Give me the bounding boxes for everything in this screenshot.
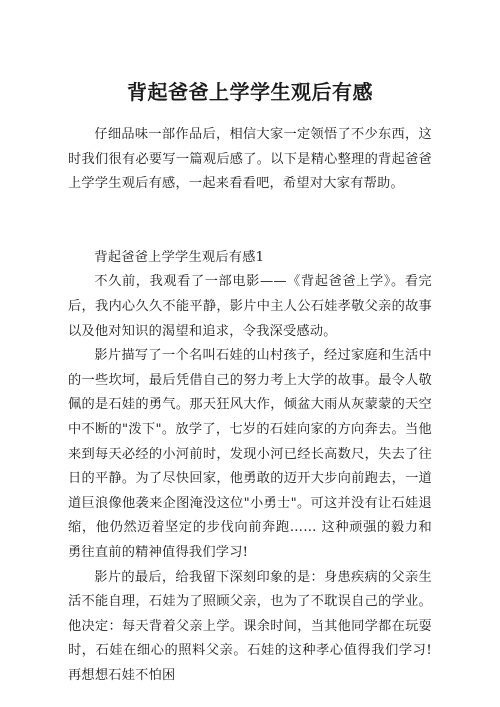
- document-body: [68, 123, 432, 688]
- body-paragraph: 影片的最后，给我留下深刻印象的是：身患疾病的父亲生活不能自理，石娃为了照顾父亲，也为了不耽误自己的学业。他决定：每天背着父亲上学。课余时间，当其他同学都在玩耍时，石娃在细心的照料父亲。石娃的这种孝心值得我们学习!再想想石娃不怕困: [68, 569, 432, 683]
- body-paragraph: 不久前，我观看了一部电影——《背起爸爸上学》。看完后，我内心久久不能平静，影片中主人公石娃孝敬父亲的故事以及他对知识的渴望和追求，令我深受感动。: [68, 274, 432, 339]
- section-heading: 背起爸爸上学学生观后有感1: [94, 249, 265, 265]
- document-title: 背起爸爸上学学生观后有感: [127, 80, 373, 104]
- intro-paragraph: 仔细品味一部作品后，相信大家一定领悟了不少东西，这时我们很有必要写一篇观后感了。以下是精心整理的背起爸爸上学学生观后有感，一起来看看吧，希望对大家有帮助。: [68, 127, 432, 192]
- body-paragraph: 影片描写了一个名叫石娃的山村孩子，经过家庭和生活中的一些坎坷，最后凭借自己的努力考上大学的故事。最令人敬佩的是石娃的勇气。那天狂风大作，倾盆大雨从灰蒙蒙的天空中不断的"泼下"。放学了，七岁的石娃向家的方向奔去。当他来到每天必经的小河前时，发现小河已经长高数尺，失去了往日的平静。为了尽快回家，他勇敢的迈开大步向前跑去，一道道巨浪像他袭来企图淹没这位"小勇士"。可这并没有让石娃退缩，他仍然迈着坚定的步伐向前奔跑…… 这种顽强的毅力和勇往直前的精神值得我们学习!: [68, 348, 432, 560]
- section-spacer: [68, 197, 432, 246]
